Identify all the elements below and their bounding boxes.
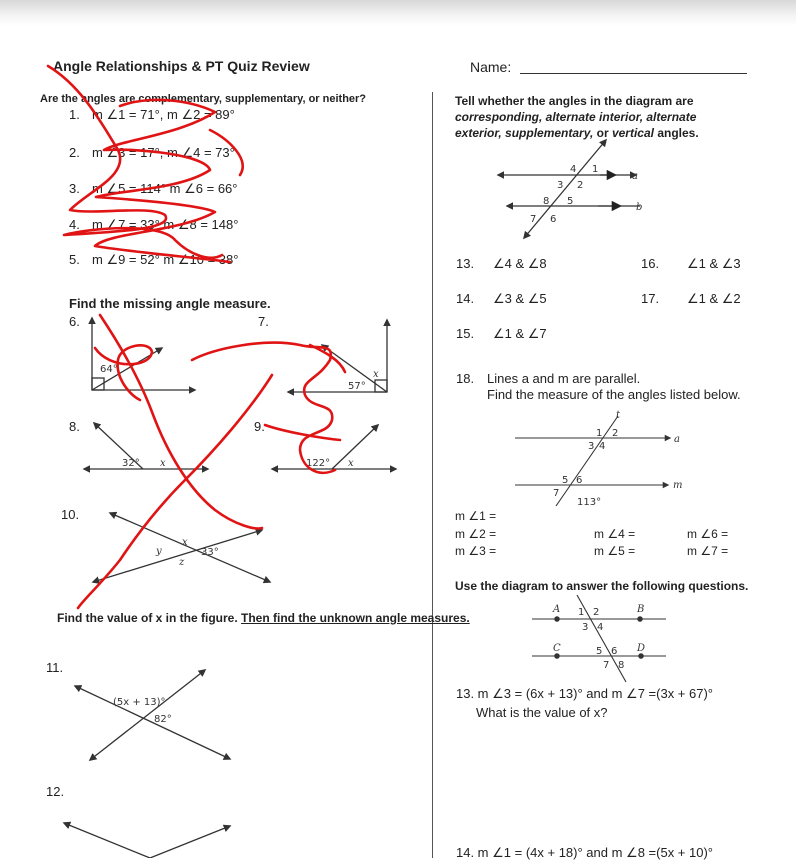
fig9-angle-label: 122° xyxy=(306,458,331,469)
blank-angle-3: m ∠3 = xyxy=(455,544,497,558)
section-use-diagram: Use the diagram to answer the following questions. xyxy=(455,579,749,593)
d2-label-5: 5 xyxy=(562,475,569,486)
pair-14-num: 14. xyxy=(456,291,475,306)
d1-label-6: 6 xyxy=(550,214,557,225)
d3-label-D: D xyxy=(637,643,646,654)
right-prompt-line2: corresponding, alternate interior, alternate xyxy=(455,110,697,124)
fig11-expr-label: (5x + 13)° xyxy=(113,697,166,708)
fig7-number: 7. xyxy=(258,314,269,329)
fig11-line2 xyxy=(90,670,205,760)
d2-label-1: 1 xyxy=(596,428,603,439)
scribble-1 xyxy=(48,66,222,258)
right-prompt-line1: Tell whether the angles in the diagram are xyxy=(455,94,694,108)
d2-label-t: t xyxy=(616,410,621,421)
fig8-angle-label: 32° xyxy=(122,458,140,469)
fig7-angle-label: 57° xyxy=(348,381,366,392)
fig10-z-label: z xyxy=(179,557,185,568)
q18-line2: Find the measure of the angles listed below. xyxy=(487,387,741,402)
blank-angle-5: m ∠5 = xyxy=(594,544,636,558)
d3-label-1: 1 xyxy=(578,607,585,618)
scribble-7-9 xyxy=(192,343,335,473)
d1-label-2: 2 xyxy=(577,180,584,191)
fig8-number: 8. xyxy=(69,419,80,434)
fig10-y-label: y xyxy=(156,546,162,557)
right-prompt-line3d: angles. xyxy=(653,126,699,140)
q18-line1: Lines a and m are parallel. xyxy=(487,371,641,386)
blank-angle-1: m ∠1 = xyxy=(455,509,497,523)
d1-label-4: 4 xyxy=(570,164,577,175)
item-5-text: m ∠9 = 52° m ∠10 = 38° xyxy=(92,252,239,267)
fig7-var-label: x xyxy=(373,369,379,380)
d2-label-2: 2 xyxy=(612,428,619,439)
fig10-number: 10. xyxy=(61,507,80,522)
q18-num: 18. xyxy=(456,371,475,386)
d2-label-6: 6 xyxy=(576,475,583,486)
fig10-angle-label: 33° xyxy=(201,547,219,558)
blank-angle-7: m ∠7 = xyxy=(687,544,729,558)
d2-label-4: 4 xyxy=(599,441,606,452)
fig12-line1 xyxy=(64,823,150,858)
blank-angle-2: m ∠2 = xyxy=(455,527,497,541)
d3-label-6: 6 xyxy=(611,646,618,657)
d3-label-7: 7 xyxy=(603,660,610,671)
fig12-number: 12. xyxy=(46,784,65,799)
fig6-angle-label: 64° xyxy=(100,364,118,375)
q14b-line1: 14. m ∠1 = (4x + 18)° and m ∠8 =(5x + 10)° xyxy=(456,845,713,860)
pair-16-num: 16. xyxy=(641,256,660,271)
transversal-diagram-1 xyxy=(498,140,642,238)
pair-13-num: 13. xyxy=(456,256,475,271)
figure-8 xyxy=(84,423,208,469)
name-label: Name: xyxy=(470,59,512,75)
point-A xyxy=(555,617,559,621)
pair-15-num: 15. xyxy=(456,326,475,341)
fig10-line1 xyxy=(110,513,270,582)
fig12-line2 xyxy=(150,826,230,858)
d2-label-3: 3 xyxy=(588,441,595,452)
item-1-num: 1. xyxy=(69,107,80,122)
fig10-x-label: x xyxy=(182,537,188,548)
fig11-number: 11. xyxy=(46,660,64,675)
d3-label-4: 4 xyxy=(597,622,604,633)
figure-11 xyxy=(75,670,230,760)
item-1-text: m ∠1 = 71°, m ∠2 = 89° xyxy=(92,107,235,122)
fig9-var-label: x xyxy=(348,458,354,469)
scribble-3 xyxy=(210,130,243,175)
fig11-angle-label: 82° xyxy=(154,714,172,725)
right-prompt-line3a: exterior, supplementary, xyxy=(455,126,594,140)
section3-prompt-b: Then find the unknown angle measures. xyxy=(241,611,470,625)
transversal-diagram-2 xyxy=(515,410,682,508)
fig10-line2 xyxy=(93,530,262,582)
point-D xyxy=(639,654,643,658)
item-3-num: 3. xyxy=(69,181,80,196)
d1-label-3: 3 xyxy=(557,180,564,191)
d3-label-8: 8 xyxy=(618,660,625,671)
right-prompt-line3b: or xyxy=(593,126,612,140)
page-title: Angle Relationships & PT Quiz Review xyxy=(53,58,310,74)
d2-label-m: m xyxy=(673,480,683,491)
d1-label-7: 7 xyxy=(530,214,537,225)
d2-label-113: 113° xyxy=(577,497,602,508)
pair-17-num: 17. xyxy=(641,291,660,306)
pair-17-text: ∠1 & ∠2 xyxy=(687,291,741,306)
right-prompt-line3c: vertical xyxy=(611,126,654,140)
d2-label-7: 7 xyxy=(553,488,560,499)
d1-label-b: b xyxy=(636,202,643,213)
d1-label-5: 5 xyxy=(567,196,574,207)
pair-15-text: ∠1 & ∠7 xyxy=(493,326,547,341)
d3-label-C: C xyxy=(553,643,561,654)
d3-label-5: 5 xyxy=(596,646,603,657)
blank-angle-4: m ∠4 = xyxy=(594,527,636,541)
blank-angle-6: m ∠6 = xyxy=(687,527,729,541)
d3-label-B: B xyxy=(637,604,645,615)
d1-label-8: 8 xyxy=(543,196,550,207)
item-4-num: 4. xyxy=(69,217,80,232)
item-4-text: m ∠7 = 33° m ∠8 = 148° xyxy=(92,217,239,232)
scribble-2 xyxy=(95,100,230,262)
transversal-t xyxy=(556,416,618,506)
fig8-var-label: x xyxy=(160,458,166,469)
point-C xyxy=(555,654,559,658)
section2-prompt: Find the missing angle measure. xyxy=(69,296,271,311)
scribble-x-2 xyxy=(78,375,272,608)
d3-label-3: 3 xyxy=(582,622,589,633)
d3-label-A: A xyxy=(553,604,561,615)
pair-13-text: ∠4 & ∠8 xyxy=(493,256,547,271)
figure-12 xyxy=(64,823,230,858)
fig6-number: 6. xyxy=(69,314,80,329)
item-5-num: 5. xyxy=(69,252,80,267)
pair-14-text: ∠3 & ∠5 xyxy=(493,291,547,306)
section1-prompt: Are the angles are complementary, supplementary, or neither? xyxy=(40,93,367,105)
d1-label-1: 1 xyxy=(592,164,599,175)
figure-7 xyxy=(288,320,387,392)
item-2-num: 2. xyxy=(69,145,80,160)
item-2-text: m ∠3 = 17°, m ∠4 = 73° xyxy=(92,145,235,160)
fig9-diagonal-ray xyxy=(332,425,378,469)
d3-label-2: 2 xyxy=(593,607,600,618)
transversal-diagram-3 xyxy=(532,595,666,682)
d2-label-a: a xyxy=(674,434,680,445)
section3-prompt-a: Find the value of x in the figure. xyxy=(57,611,242,625)
point-B xyxy=(638,617,642,621)
q13b-line2: What is the value of x? xyxy=(476,705,608,720)
d1-label-a: a xyxy=(632,171,638,182)
pair-16-text: ∠1 & ∠3 xyxy=(687,256,741,271)
item-3-text: m ∠5 = 114° m ∠6 = 66° xyxy=(92,181,238,196)
q13b-line1: 13. m ∠3 = (6x + 13)° and m ∠7 =(3x + 67)° xyxy=(456,686,713,701)
figure-10 xyxy=(93,513,270,582)
fig9-number: 9. xyxy=(254,419,265,434)
